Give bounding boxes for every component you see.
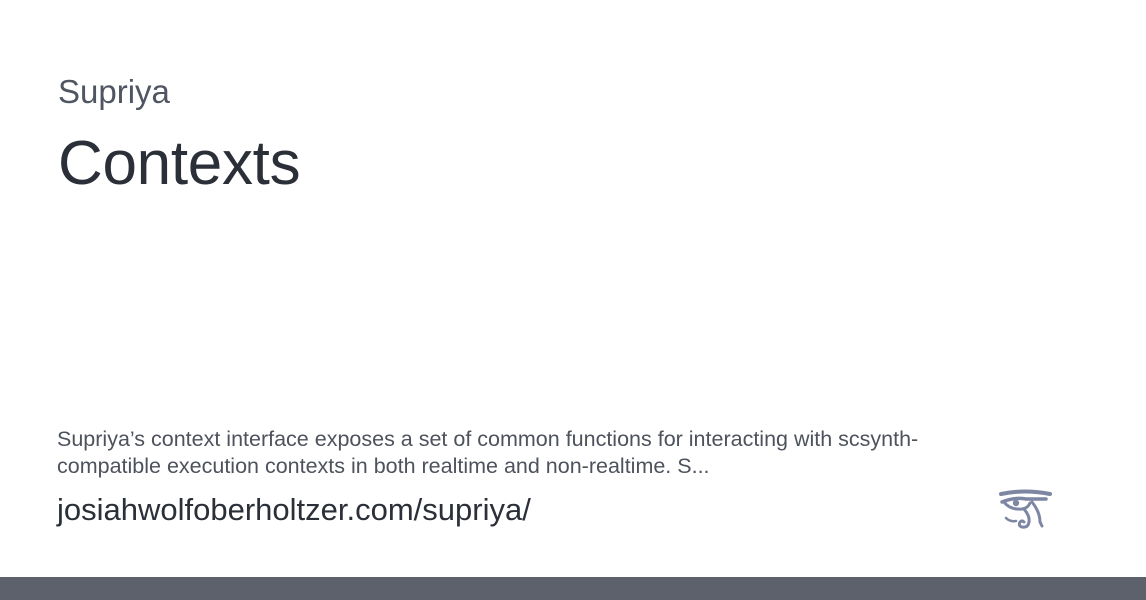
page-description: Supriya’s context interface exposes a set of common functions for interacting with scsynth-compatible execution contexts in both realtime and non-realtime. S... [57, 427, 919, 478]
bottom-accent-bar [0, 577, 1146, 600]
site-url[interactable]: josiahwolfoberholtzer.com/supriya/ [57, 492, 531, 527]
eye-of-horus-icon [996, 488, 1054, 532]
page-title: Contexts [58, 129, 301, 198]
site-name: Supriya [58, 73, 170, 110]
